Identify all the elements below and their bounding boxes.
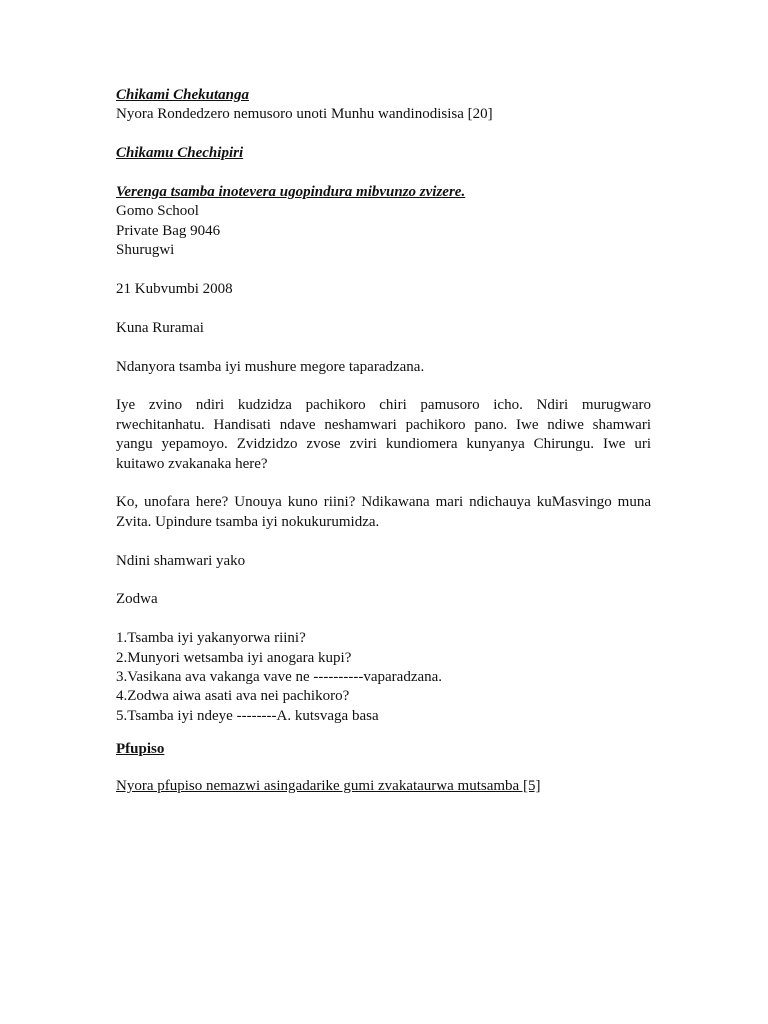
letter-address xyxy=(116,202,651,260)
section2-instruction: Verenga tsamba inotevera ugopindura mibvunzo zvizere. xyxy=(116,184,466,200)
section3-heading: Pfupiso xyxy=(116,741,165,758)
letter-paragraph: Ndanyora tsamba iyi mushure megore taparadzana. xyxy=(116,358,425,375)
letter-salutation: Kuna Ruramai xyxy=(116,319,204,336)
address-line: Private Bag 9046 xyxy=(116,222,221,239)
question-item: 4.Zodwa aiwa asati ava nei pachikoro? xyxy=(116,688,350,705)
question-item: 3.Vasikana ava vakanga vave ne ----------vaparadzana. xyxy=(116,669,443,686)
question-item: 5.Tsamba iyi ndeye --------A. kutsvaga basa xyxy=(116,707,379,724)
letter-paragraph: Ko, unofara here? Unouya kuno riini? Ndikawana mari ndichauya kuMasvingo muna Zvita. Upindure tsamba iyi nokukurumidza. xyxy=(116,494,651,530)
question-item: 1.Tsamba iyi yakanyorwa riini? xyxy=(116,630,306,647)
letter-closing: Ndini shamwari yako xyxy=(116,552,246,569)
question-item: 2.Munyori wetsamba iyi anogara kupi? xyxy=(116,649,352,666)
address-line: Shurugwi xyxy=(116,242,175,259)
section1-heading: Chikami Chekutanga xyxy=(116,87,249,103)
questions-list xyxy=(116,629,651,726)
section2-heading: Chikamu Chechipiri xyxy=(116,145,244,162)
letter-signature: Zodwa xyxy=(116,591,158,608)
section1-instruction: Nyora Rondedzero nemusoro unoti Munhu wandinodisisa [20] xyxy=(116,106,493,123)
letter-date: 21 Kubvumbi 2008 xyxy=(116,281,233,298)
section3-instruction: Nyora pfupiso nemazwi asingadarike gumi zvakataurwa mutsamba [5] xyxy=(116,777,541,794)
address-line: Gomo School xyxy=(116,203,199,220)
document-page xyxy=(116,86,651,796)
letter-paragraph: Iye zvino ndiri kudzidza pachikoro chiri pamusoro icho. Ndiri murugwaro rwechitanhatu. Handisati ndave neshamwari pachikoro pano. Iwe ndiwe shamwari yangu yepamoyo. Zvidzidzo zvose zviri kundiomera kunyanya Chirungu. Iwe uri kuitawo zvakanaka here? xyxy=(116,397,651,472)
